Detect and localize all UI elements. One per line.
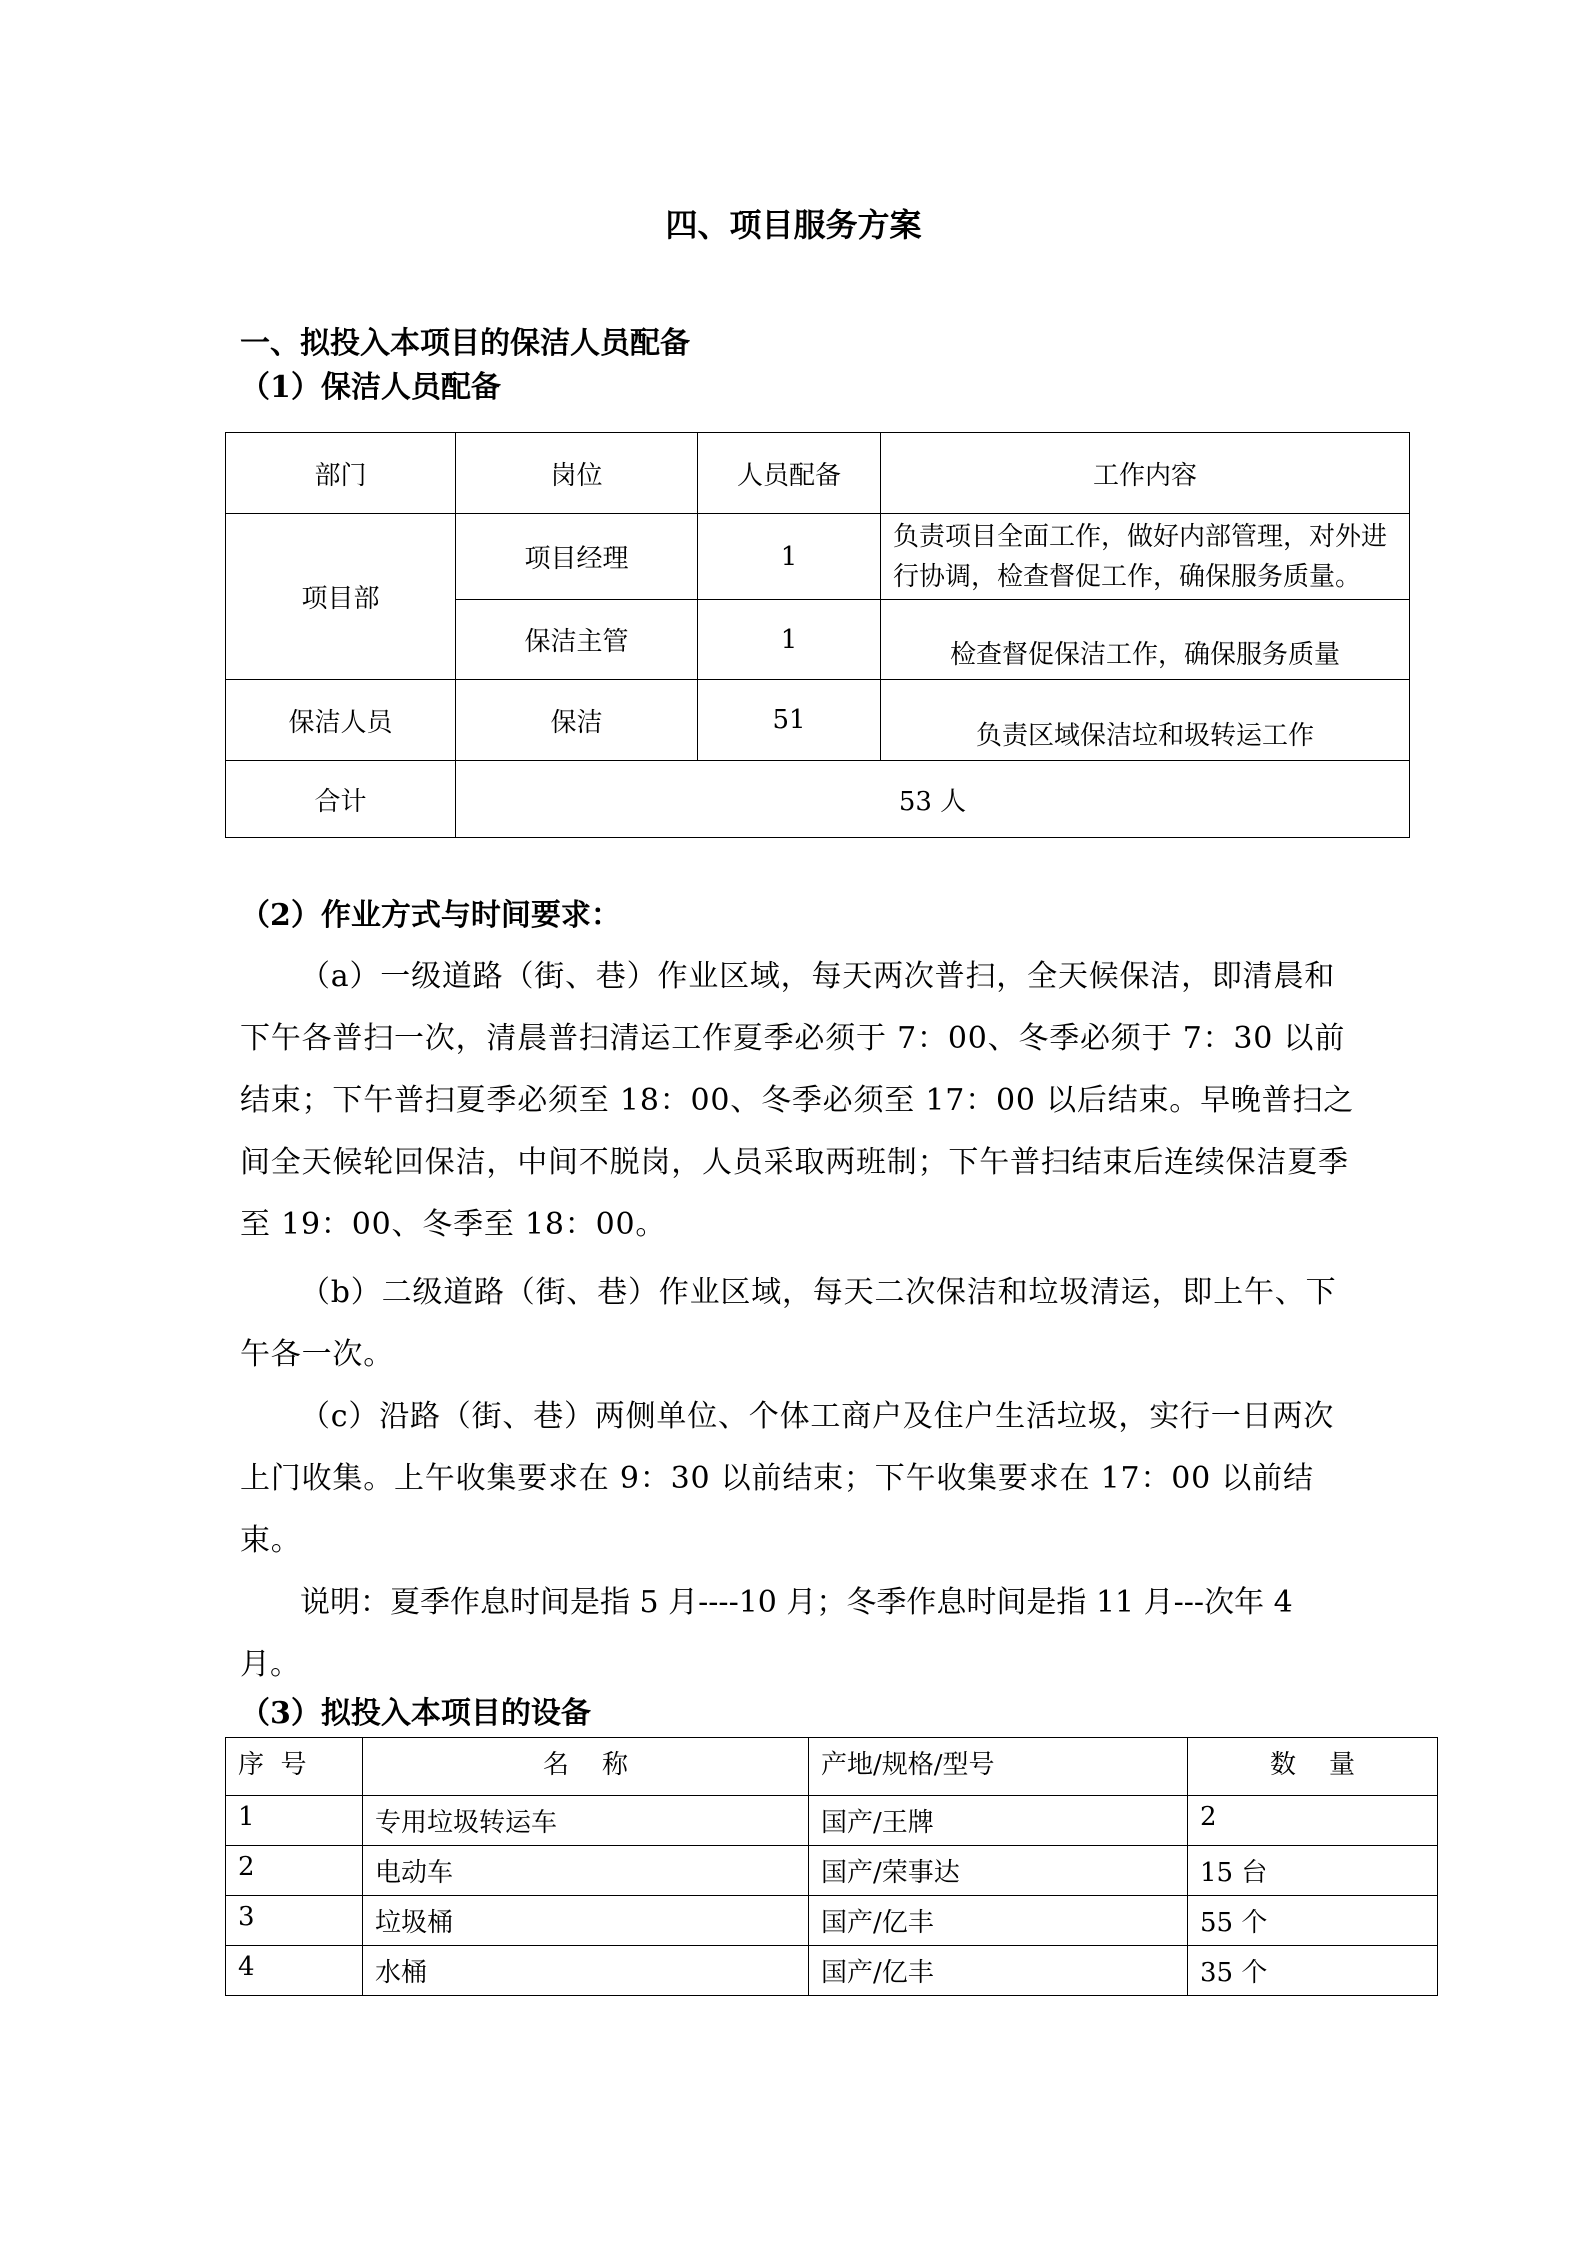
post-cell: 保洁 xyxy=(456,680,698,761)
equip-origin-cell: 国产/亿丰 xyxy=(809,1896,1188,1946)
equip-qty-cell: 15 台 xyxy=(1188,1846,1438,1896)
table-total-row xyxy=(226,761,1410,838)
total-label-cell: 合计 xyxy=(226,761,456,838)
equip-no-cell: 3 xyxy=(226,1896,363,1946)
table-header-row xyxy=(226,433,1410,514)
content-cell: 检查督促保洁工作，确保服务质量 xyxy=(881,600,1410,680)
table-row xyxy=(226,1846,1438,1896)
table-row xyxy=(226,680,1410,761)
paragraph-b-text: （b）二级道路（街、巷）作业区域，每天二次保洁和垃圾清运，即上午、下午各一次。 xyxy=(240,1275,1337,1372)
count-cell: 51 xyxy=(698,680,881,761)
table-row xyxy=(226,1796,1438,1846)
dept-cell: 保洁人员 xyxy=(226,680,456,761)
paragraph-a xyxy=(240,946,1360,1256)
table-row xyxy=(226,1946,1438,1996)
subsection-heading-staffing: （1）保洁人员配备 xyxy=(240,370,501,405)
paragraph-note-text: 说明：夏季作息时间是指 5 月----10 月；冬季作息时间是指 11 月---次年 4 月。 xyxy=(240,1585,1293,1682)
content-cell: 负责项目全面工作，做好内部管理，对外进行协调，检查督促工作，确保服务质量。 xyxy=(881,514,1410,600)
page-title: 四、项目服务方案 xyxy=(665,206,922,244)
subsection-heading-schedule: （2）作业方式与时间要求： xyxy=(240,898,621,933)
table-header-cell: 工作内容 xyxy=(881,433,1410,514)
table-header-cell: 产地/规格/型号 xyxy=(809,1738,1188,1796)
total-value-cell: 53 人 xyxy=(456,761,1410,838)
equip-qty-cell: 2 xyxy=(1188,1796,1438,1846)
section-heading: 一、拟投入本项目的保洁人员配备 xyxy=(240,326,690,361)
equip-origin-cell: 国产/亿丰 xyxy=(809,1946,1188,1996)
equip-origin-cell: 国产/王牌 xyxy=(809,1796,1188,1846)
subsection-heading-equipment: （3）拟投入本项目的设备 xyxy=(240,1696,591,1731)
post-cell: 保洁主管 xyxy=(456,600,698,680)
equip-no-cell: 4 xyxy=(226,1946,363,1996)
post-cell: 项目经理 xyxy=(456,514,698,600)
paragraph-b xyxy=(240,1262,1360,1386)
table-header-cell: 名 称 xyxy=(363,1738,809,1796)
table-header-cell: 人员配备 xyxy=(698,433,881,514)
paragraph-a-text: （a）一级道路（街、巷）作业区域，每天两次普扫，全天候保洁，即清晨和下午各普扫一次，清晨普扫清运工作夏季必须于 7：00、冬季必须于 7：30 以前结束；下午普扫夏季必须至 18：00、冬季必须至 17：00 以后结束。早晚普扫之间全天候轮回保洁，中间不脱岗，人员采取两班制；下午普扫结束后连续保洁夏季至 19：00、冬季至 18：00。 xyxy=(240,959,1355,1242)
table-row xyxy=(226,1896,1438,1946)
equip-name-cell: 电动车 xyxy=(363,1846,809,1896)
equip-name-cell: 水桶 xyxy=(363,1946,809,1996)
equip-no-cell: 2 xyxy=(226,1846,363,1896)
count-cell: 1 xyxy=(698,600,881,680)
equipment-table xyxy=(225,1737,1438,1996)
table-header-cell: 部门 xyxy=(226,433,456,514)
count-cell: 1 xyxy=(698,514,881,600)
table-header-cell: 序 号 xyxy=(226,1738,363,1796)
paragraph-c-text: （c）沿路（街、巷）两侧单位、个体工商户及住户生活垃圾，实行一日两次上门收集。上午收集要求在 9：30 以前结束；下午收集要求在 17：00 以前结束。 xyxy=(240,1399,1335,1558)
dept-cell: 项目部 xyxy=(226,514,456,680)
table-header-row xyxy=(226,1738,1438,1796)
staff-table xyxy=(225,432,1410,838)
equip-qty-cell: 55 个 xyxy=(1188,1896,1438,1946)
equip-origin-cell: 国产/荣事达 xyxy=(809,1846,1188,1896)
equip-qty-cell: 35 个 xyxy=(1188,1946,1438,1996)
table-header-cell: 数 量 xyxy=(1188,1738,1438,1796)
content-cell: 负责区域保洁垃和圾转运工作 xyxy=(881,680,1410,761)
table-row xyxy=(226,514,1410,600)
table-header-cell: 岗位 xyxy=(456,433,698,514)
paragraph-note xyxy=(240,1572,1360,1696)
equip-name-cell: 垃圾桶 xyxy=(363,1896,809,1946)
equip-name-cell: 专用垃圾转运车 xyxy=(363,1796,809,1846)
paragraph-c xyxy=(240,1386,1360,1572)
equip-no-cell: 1 xyxy=(226,1796,363,1846)
